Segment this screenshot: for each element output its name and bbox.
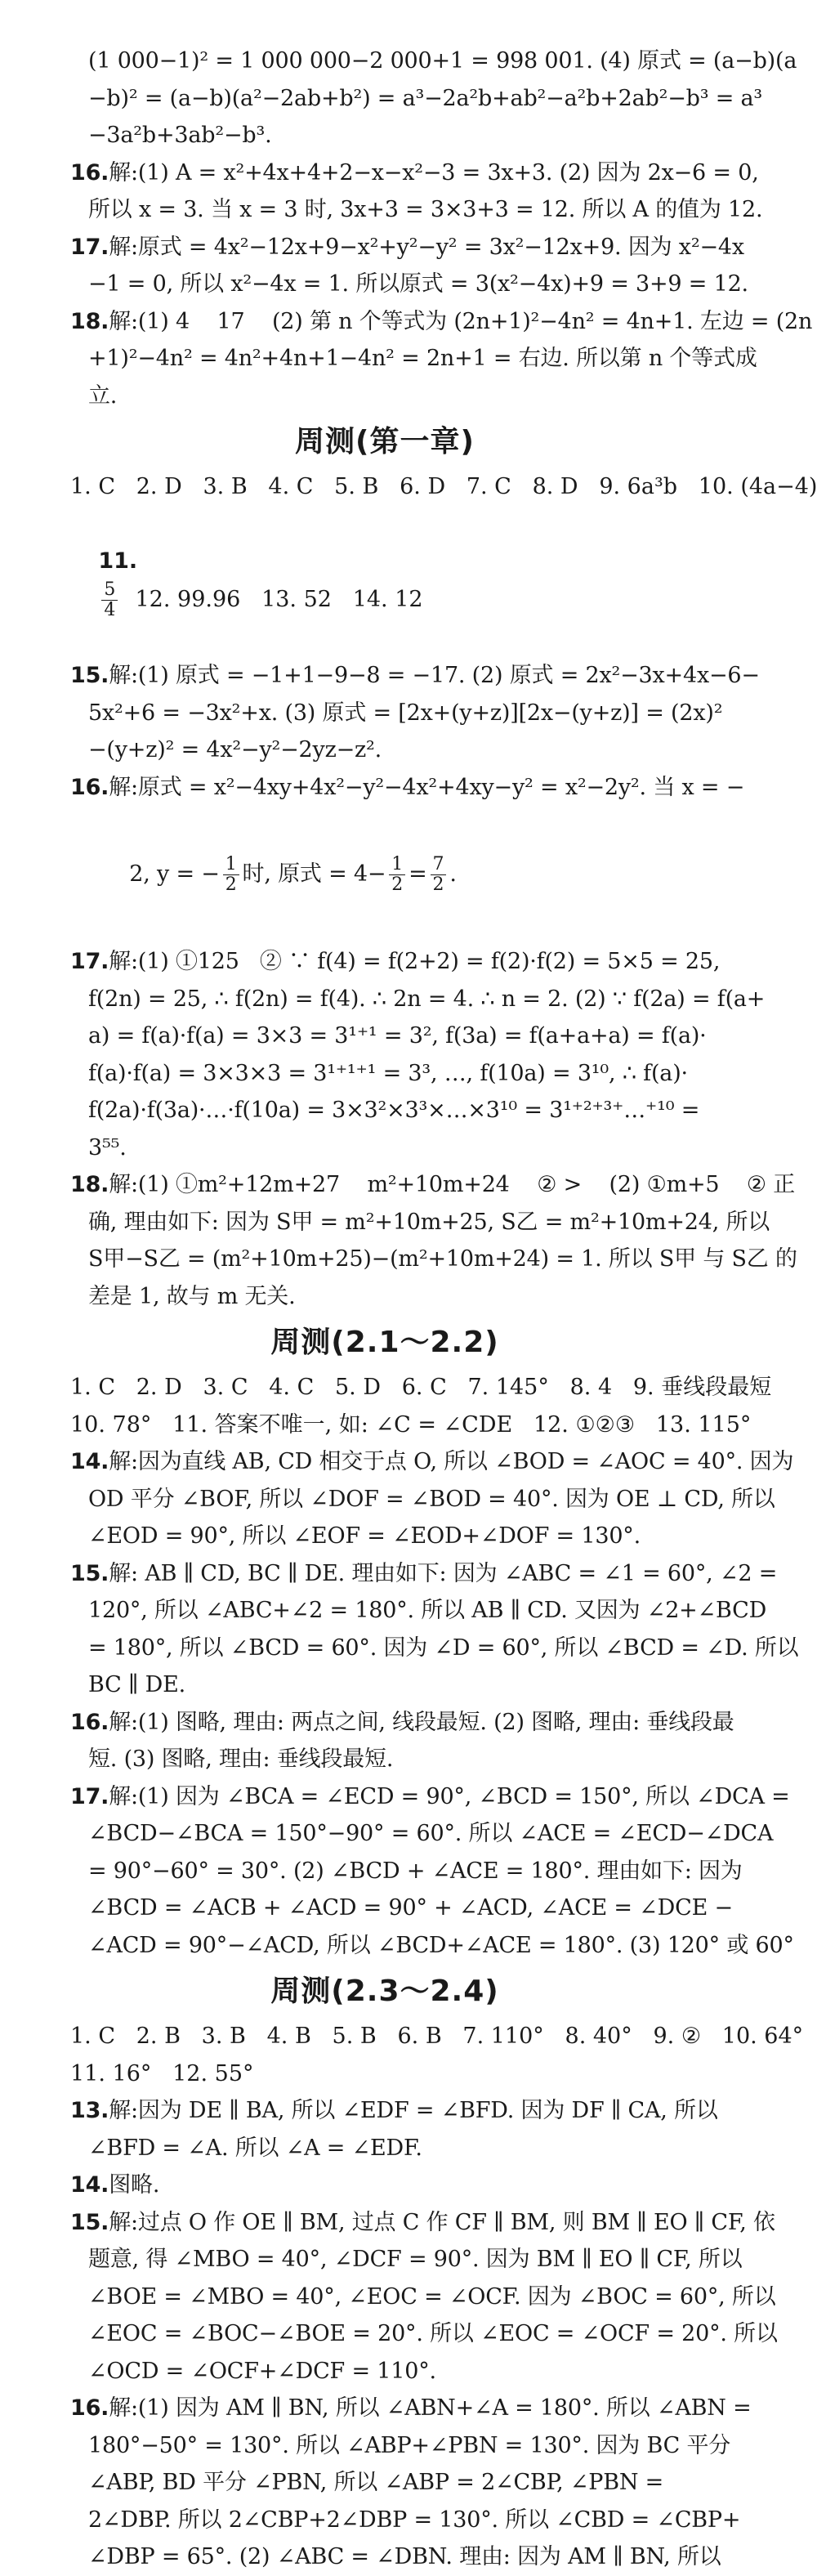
text-line: 2, y = − $\frac{1}{2}$ 时, 原式 = 4− $\frac{1}{2}$ = $\frac{7}{2}$ . (129, 854, 457, 895)
text-line: −1 = 0, 所以 x²−4x = 1. 所以原式 = 3(x²−4x)+9 = 3+9 = 12. (88, 271, 748, 297)
choice-answers: 1. C 2. B 3. B 4. B 5. B 6. B 7. 110° 8. 40° 9. ② 10. 64° (70, 2024, 804, 2049)
text-line: 解:(1) 图略, 理由: 两点之间, 线段最短. (2) 图略, 理由: 垂线段最 (109, 1709, 734, 1735)
question-18 (70, 1166, 797, 1315)
question-number: 11. (98, 548, 138, 574)
question-number: 18. (70, 308, 109, 334)
text-line: 立. (88, 382, 118, 409)
text-line: 短. (3) 图略, 理由: 垂线段最短. (88, 1746, 394, 1772)
text-line: 2∠DBP. 所以 2∠CBP+2∠DBP = 130°. 所以 ∠CBD = ∠CBP+ (88, 2507, 741, 2533)
question-number: 18. (70, 1172, 109, 1197)
text-line: 解: AB ∥ CD, BC ∥ DE. 理由如下: 因为 ∠ABC = ∠1 = 60°, ∠2 = (109, 1560, 778, 1586)
text-line: −b)² = (a−b)(a²−2ab+b²) = a³−2a²b+ab²−a²b+2ab²−b³ = a³ (88, 85, 763, 111)
section-title: 周测(2.3～2.4) (270, 1974, 499, 2008)
text-line: 解:原式 = 4x²−12x+9−x²+y²−y² = 3x²−12x+9. 因为 x²−4x (109, 234, 744, 260)
section-title: 周测(2.1～2.2) (270, 1326, 499, 1359)
fill-answers: 11. 16° 12. 55° (70, 2060, 254, 2086)
text-line: 解:(1) 原式 = −1+1−9−8 = −17. (2) 原式 = 2x²−3x+4x−6− (109, 663, 760, 688)
question-16 (70, 1704, 734, 1778)
question-16 (70, 769, 745, 944)
text-line: ∠BCD = ∠ACB + ∠ACD = 90° + ∠ACD, ∠ACE = ∠DCE − (88, 1895, 733, 1921)
question-15 (70, 1555, 799, 1704)
question-18 (70, 303, 813, 415)
question-17 (70, 1778, 794, 1965)
question-number: 17. (70, 234, 109, 260)
text-line: 解:(1) A = x²+4x+4+2−x−x²−3 = 3x+3. (2) 因为 2x−6 = 0, (109, 159, 759, 186)
text-line: 180°−50° = 130°. 所以 ∠ABP+∠PBN = 130°. 因为 BC 平分 (88, 2432, 731, 2458)
question-14 (70, 2167, 699, 2204)
question-17 (70, 943, 766, 1166)
question-number: 17. (70, 949, 109, 974)
question-number: 16. (70, 2395, 109, 2421)
choice-answers: 1. C 2. D 3. C 4. C 5. D 6. C 7. 145° 8. 4 9. 垂线段最短 (70, 1375, 772, 1400)
fraction: $\frac{1}{2}$ (223, 855, 239, 895)
question-16 (70, 154, 763, 229)
text-line: S甲−S乙 = (m²+10m+25)−(m²+10m+24) = 1. 所以 S甲 与 S乙 的 (88, 1246, 797, 1272)
section-title: 周测(第一章) (295, 425, 475, 458)
text-line: −(y+z)² = 4x²−y²−2yz−z². (88, 737, 382, 763)
text-line: ∠BCD−∠BCA = 150°−90° = 60°. 所以 ∠ACE = ∠ECD−∠DCA (88, 1821, 774, 1846)
question-17 (70, 229, 748, 303)
text-line: (1 000−1)² = 1 000 000−2 000+1 = 998 001. (4) 原式 = (a−b)(a (88, 48, 797, 74)
text-line: 题意, 得 ∠MBO = 40°, ∠DCF = 90°. 因为 BM ∥ EO ∥ CF, 所以 (88, 2247, 743, 2272)
text-line: a) = f(a)·f(a) = 3×3 = 3¹⁺¹ = 3², f(3a) = f(a+a+a) = f(a)· (88, 1023, 707, 1049)
question-number: 15. (70, 2209, 109, 2235)
text-line: ∠EOC = ∠BOC−∠BOE = 20°. 所以 ∠EOC = ∠OCF = 20°. 所以 (88, 2321, 778, 2346)
text-line: f(2n) = 25, ∴ f(2n) = f(4). ∴ 2n = 4. ∴ n = 2. (2) ∵ f(2a) = f(a+ (88, 986, 766, 1012)
fraction: $\frac{7}{2}$ (431, 855, 447, 895)
text-line: 解:(1) 因为 ∠BCA = ∠ECD = 90°, ∠BCD = 150°, 所以 ∠DCA = (109, 1783, 790, 1809)
text-line: −3a²b+3ab²−b³. (88, 123, 272, 148)
text-line: BC ∥ DE. (88, 1672, 185, 1697)
fraction: $\frac{1}{2}$ (389, 855, 405, 895)
text-line: +1)²−4n² = 4n²+4n+1−4n² = 2n+1 = 右边. 所以第 n 个等式成 (88, 346, 757, 371)
fill-answers: 10. 78° 11. 答案不唯一, 如: ∠C = ∠CDE 12. ①②③ 13. 115° (70, 1411, 752, 1438)
text-line: 解:因为直线 AB, CD 相交于点 O, 所以 ∠BOD = ∠AOC = 40°. 因为 (109, 1449, 794, 1474)
question-15 (70, 657, 760, 769)
text-line: 所以 x = 3. 当 x = 3 时, 3x+3 = 3×3+3 = 12. 所以 A 的值为 12. (88, 197, 763, 222)
text-line: 解:(1) 因为 AM ∥ BN, 所以 ∠ABN+∠A = 180°. 所以 ∠ABN = (109, 2395, 752, 2421)
text-line: f(a)·f(a) = 3×3×3 = 3¹⁺¹⁺¹ = 3³, …, f(10a) = 3¹⁰, ∴ f(a)· (88, 1060, 688, 1086)
question-number: 14. (70, 1449, 109, 1474)
text-line: f(2a)·f(3a)·…·f(10a) = 3×3²×3³×…×3¹⁰ = 3¹⁺²⁺³⁺…⁺¹⁰ = (88, 1098, 700, 1123)
text-line: 5x²+6 = −3x²+x. (3) 原式 = [2x+(y+z)][2x−(y+z)] = (2x)² (88, 700, 723, 726)
text-line: 解:(1) 4 17 (2) 第 n 个等式为 (2n+1)²−4n² = 4n+1. 左边 = (2n (109, 308, 813, 334)
text-line: ∠BOE = ∠MBO = 40°, ∠EOC = ∠OCF. 因为 ∠BOC = 60°, 所以 (88, 2283, 776, 2310)
text-line: ∠DBP = 65°. (2) ∠ABC = ∠DBN. 理由: 因为 AM ∥ BN, 所以 (88, 2544, 721, 2569)
text-line: ∠BFD = ∠A. 所以 ∠A = ∠EDF. (88, 2135, 422, 2161)
text-line: OD 平分 ∠BOF, 所以 ∠DOF = ∠BOD = 40°. 因为 OE ⊥ CD, 所以 (88, 1486, 775, 1512)
continuation-block (70, 42, 797, 154)
question-15 (70, 2204, 778, 2390)
text-line: ∠EOD = 90°, 所以 ∠EOF = ∠EOD+∠DOF = 130°. (88, 1523, 641, 1549)
text-line: = 90°−60° = 30°. (2) ∠BCD + ∠ACE = 180°. 理由如下: 因为 (88, 1858, 743, 1884)
question-number: 14. (70, 2172, 109, 2198)
question-number: 15. (70, 1560, 109, 1586)
text-line: 图略. (109, 2172, 160, 2198)
text-line: 解:原式 = x²−4xy+4x²−y²−4x²+4xy−y² = x²−2y². 当 x = − (109, 774, 745, 800)
fill-answers: 11. $\frac{5}{4}$ 12. 99.96 13. 52 14. 12 (98, 548, 423, 620)
text-line: ∠OCD = ∠OCF+∠DCF = 110°. (88, 2358, 436, 2384)
text-line: = 180°, 所以 ∠BCD = 60°. 因为 ∠D = 60°, 所以 ∠BCD = ∠D. 所以 (88, 1635, 799, 1661)
question-number: 16. (70, 774, 109, 800)
fraction: $\frac{5}{4}$ (101, 580, 118, 620)
text-line: 解:(1) ①m²+12m+27 m²+10m+24 ② > (2) ①m+5 ② 正 (109, 1172, 796, 1197)
question-number: 16. (70, 1709, 109, 1735)
text-line: 解:因为 DE ∥ BA, 所以 ∠EDF = ∠BFD. 因为 DF ∥ CA, 所以 (109, 2098, 718, 2123)
text-line: 确, 理由如下: 因为 S甲 = m²+10m+25, S乙 = m²+10m+24, 所以 (88, 1209, 770, 1235)
text-line: 3⁵⁵. (88, 1134, 127, 1161)
question-number: 17. (70, 1783, 109, 1809)
text-line: ∠ACD = 90°−∠ACD, 所以 ∠BCD+∠ACE = 180°. (3) 120° 或 60° (88, 1932, 794, 1958)
text-line: 120°, 所以 ∠ABC+∠2 = 180°. 所以 AB ∥ CD. 又因为 ∠2+∠BCD (88, 1598, 767, 1623)
text-line: 解:(1) ①125 ② ∵ f(4) = f(2+2) = f(2)·f(2) = 5×5 = 25, (109, 949, 721, 974)
question-16 (70, 2390, 752, 2576)
text-line: 差是 1, 故与 m 无关. (88, 1283, 296, 1309)
choice-answers: 1. C 2. D 3. B 4. C 5. B 6. D 7. C 8. D 9. 6a³b 10. (4a−4) (70, 474, 817, 499)
question-number: 13. (70, 2098, 109, 2123)
question-number: 15. (70, 663, 109, 688)
text-line: 解:过点 O 作 OE ∥ BM, 过点 C 作 CF ∥ BM, 则 BM ∥ EO ∥ CF, 依 (109, 2209, 775, 2235)
question-number: 16. (70, 159, 109, 186)
text-line: ∠ABP, BD 平分 ∠PBN, 所以 ∠ABP = 2∠CBP, ∠PBN = (88, 2470, 664, 2495)
question-13 (70, 2092, 718, 2167)
question-14 (70, 1443, 794, 1555)
